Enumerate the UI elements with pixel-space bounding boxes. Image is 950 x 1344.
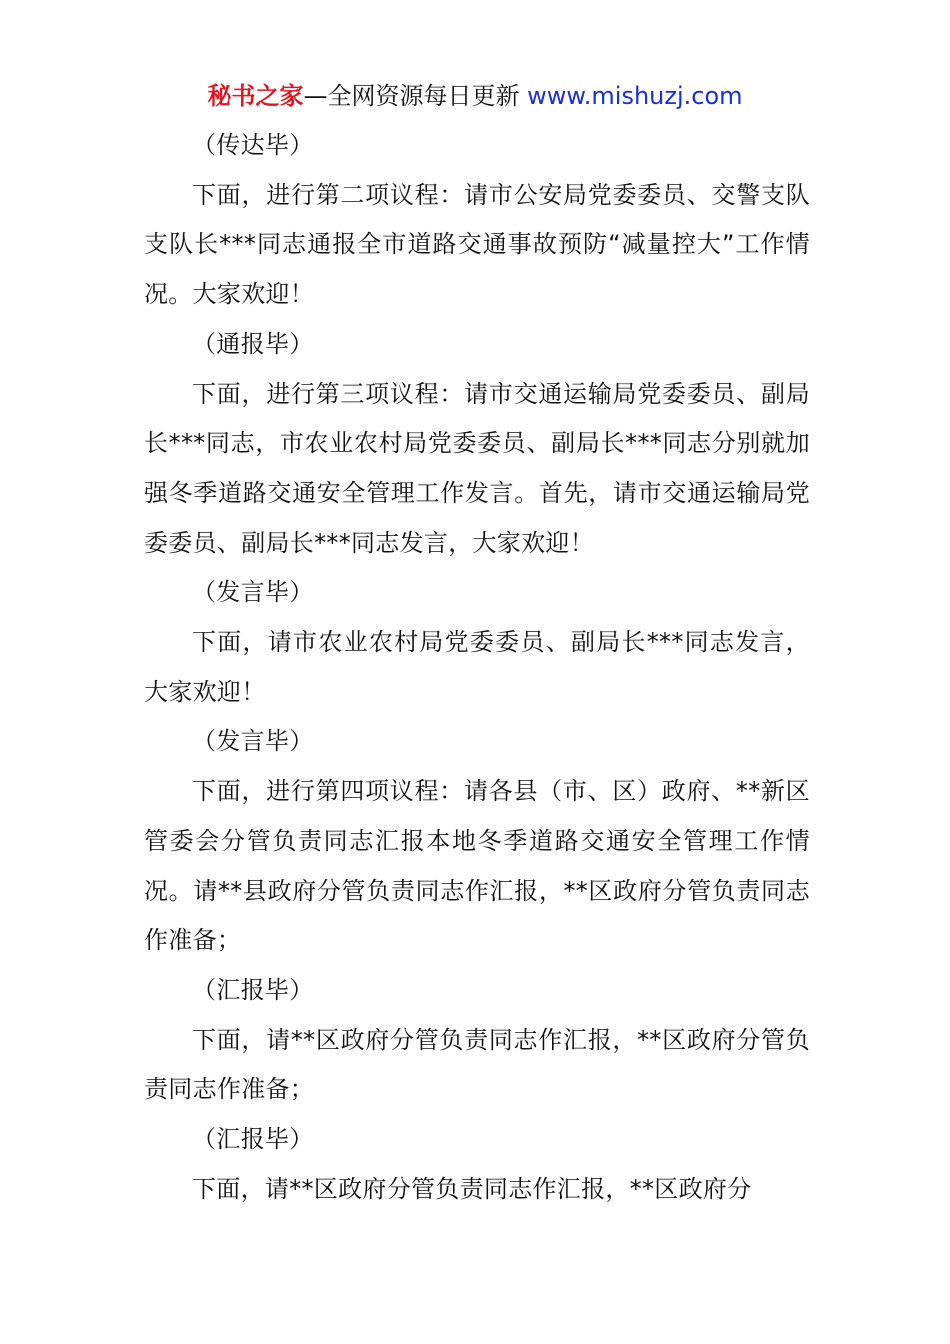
header-tagline: —全网资源每日更新: [303, 82, 528, 110]
document-body: [144, 121, 810, 1214]
brand-name: 秘书之家: [207, 82, 304, 110]
paragraph: （发言毕）: [192, 578, 314, 607]
paragraph: （汇报毕）: [192, 975, 314, 1004]
paragraph: 下面，请**区政府分管负责同志作汇报，**区政府分: [192, 1174, 752, 1203]
paragraph: 下面，进行第二项议程：请市公安局党委委员、交警支队支队长***同志通报全市道路交通事故预防“减量控大”工作情况。大家欢迎！: [144, 180, 810, 309]
paragraph: （传达毕）: [192, 131, 314, 159]
paragraph: 下面，请**区政府分管负责同志作汇报，**区政府分管负责同志作准备；: [144, 1025, 810, 1104]
paragraph: （发言毕）: [192, 727, 314, 756]
page-header: [0, 80, 950, 112]
site-url-link[interactable]: www.mishuzj.com: [527, 82, 743, 110]
paragraph: 下面，请市农业农村局党委委员、副局长***同志发言，大家欢迎！: [144, 628, 810, 706]
paragraph: 下面，进行第三项议程：请市交通运输局党委委员、副局长***同志，市农业农村局党委委员、副局长***同志分别就加强冬季道路交通安全管理工作发言。首先，请市交通运输局党委委员、副局长***同志发言，大家欢迎！: [144, 379, 810, 557]
paragraph: 下面，进行第四项议程：请各县（市、区）政府、**新区管委会分管负责同志汇报本地冬季道路交通安全管理工作情况。请**县政府分管负责同志作汇报，**区政府分管负责同志作准备；: [144, 777, 810, 955]
paragraph: （通报毕）: [192, 329, 314, 358]
paragraph: （汇报毕）: [192, 1125, 314, 1154]
